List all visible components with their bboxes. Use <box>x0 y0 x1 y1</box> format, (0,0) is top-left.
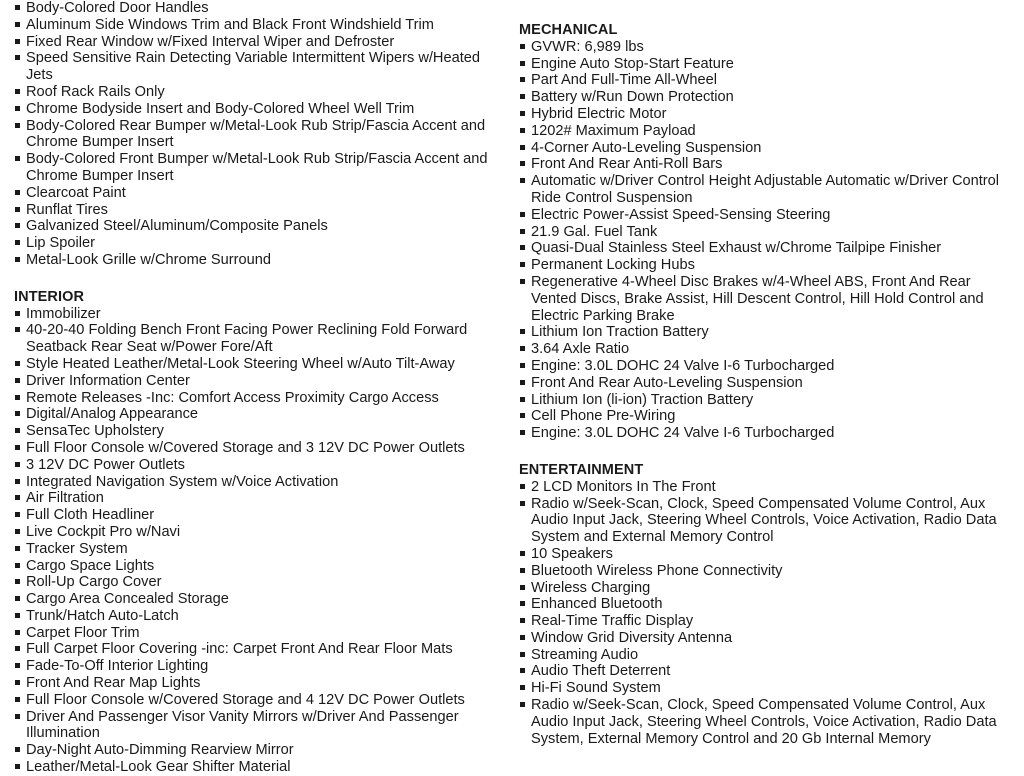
list-item: Engine: 3.0L DOHC 24 Valve I-6 Turbocharged <box>519 358 1014 375</box>
list-item: Part And Full-Time All-Wheel <box>519 72 1014 89</box>
list-item: 2 LCD Monitors In The Front <box>519 479 1014 496</box>
list-item: Battery w/Run Down Protection <box>519 89 1014 106</box>
list-item: Day-Night Auto-Dimming Rearview Mirror <box>14 742 510 759</box>
list-item: Air Filtration <box>14 490 510 507</box>
list-item: Enhanced Bluetooth <box>519 596 1014 613</box>
list-item: Leather/Metal-Look Gear Shifter Material <box>14 759 510 776</box>
list-item: Carpet Floor Trim <box>14 625 510 642</box>
list-item: Radio w/Seek-Scan, Clock, Speed Compensated Volume Control, Aux Audio Input Jack, Steering Wheel Controls, Voice Activation, Radio Data System and External Memory Control <box>519 496 1014 546</box>
list-item: Metal-Look Grille w/Chrome Surround <box>14 252 510 269</box>
list-item: Integrated Navigation System w/Voice Activation <box>14 474 510 491</box>
list-item: Front And Rear Anti-Roll Bars <box>519 156 1014 173</box>
list-item: 10 Speakers <box>519 546 1014 563</box>
list-item: Engine Auto Stop-Start Feature <box>519 56 1014 73</box>
list-item: 21.9 Gal. Fuel Tank <box>519 224 1014 241</box>
section-gap <box>519 0 1014 22</box>
list-item: Cell Phone Pre-Wiring <box>519 408 1014 425</box>
section-gap <box>519 442 1014 462</box>
list-item: Live Cockpit Pro w/Navi <box>14 524 510 541</box>
list-item: Galvanized Steel/Aluminum/Composite Panels <box>14 218 510 235</box>
exterior-list-continued <box>14 0 510 17</box>
list-item: Radio w/Seek-Scan, Clock, Speed Compensated Volume Control, Aux Audio Input Jack, Steering Wheel Controls, Voice Activation, Radio Data System, External Memory Control and 20 Gb Internal Memory <box>519 697 1014 747</box>
interior-list <box>14 306 510 776</box>
list-item: Full Floor Console w/Covered Storage and 3 12V DC Power Outlets <box>14 440 510 457</box>
right-column <box>519 0 1014 747</box>
list-item: Immobilizer <box>14 306 510 323</box>
list-item: Permanent Locking Hubs <box>519 257 1014 274</box>
list-item: 3.64 Axle Ratio <box>519 341 1014 358</box>
list-item: Fixed Rear Window w/Fixed Interval Wiper and Defroster <box>14 34 510 51</box>
list-item: Body-Colored Door Handles <box>14 0 510 17</box>
list-item: Streaming Audio <box>519 647 1014 664</box>
list-item: Engine: 3.0L DOHC 24 Valve I-6 Turbocharged <box>519 425 1014 442</box>
list-item: GVWR: 6,989 lbs <box>519 39 1014 56</box>
list-item: Digital/Analog Appearance <box>14 406 510 423</box>
list-item: 4-Corner Auto-Leveling Suspension <box>519 140 1014 157</box>
list-item: Quasi-Dual Stainless Steel Exhaust w/Chrome Tailpipe Finisher <box>519 240 1014 257</box>
list-item: 40-20-40 Folding Bench Front Facing Power Reclining Fold Forward Seatback Rear Seat w/Power Fore/Aft <box>14 322 510 356</box>
list-item: Style Heated Leather/Metal-Look Steering Wheel w/Auto Tilt-Away <box>14 356 510 373</box>
list-item: Fade-To-Off Interior Lighting <box>14 658 510 675</box>
list-item: Front And Rear Map Lights <box>14 675 510 692</box>
list-item: Real-Time Traffic Display <box>519 613 1014 630</box>
entertainment-list <box>519 479 1014 748</box>
list-item: 3 12V DC Power Outlets <box>14 457 510 474</box>
list-item: Bluetooth Wireless Phone Connectivity <box>519 563 1014 580</box>
mechanical-list <box>519 39 1014 442</box>
list-item: Aluminum Side Windows Trim and Black Front Windshield Trim <box>14 17 510 34</box>
list-item: Audio Theft Deterrent <box>519 663 1014 680</box>
section-gap <box>14 269 510 289</box>
list-item: Clearcoat Paint <box>14 185 510 202</box>
list-item: Body-Colored Front Bumper w/Metal-Look Rub Strip/Fascia Accent and Chrome Bumper Insert <box>14 151 510 185</box>
list-item: Driver Information Center <box>14 373 510 390</box>
list-item: Front And Rear Auto-Leveling Suspension <box>519 375 1014 392</box>
section-title-entertainment: ENTERTAINMENT <box>519 461 644 478</box>
list-item: Tracker System <box>14 541 510 558</box>
list-item: Lithium Ion Traction Battery <box>519 324 1014 341</box>
list-item: Body-Colored Rear Bumper w/Metal-Look Rub Strip/Fascia Accent and Chrome Bumper Insert <box>14 118 510 152</box>
list-item: Regenerative 4-Wheel Disc Brakes w/4-Wheel ABS, Front And Rear Vented Discs, Brake Assist, Hill Descent Control, Hill Hold Control and Electric Parking Brake <box>519 274 1014 324</box>
list-item: Window Grid Diversity Antenna <box>519 630 1014 647</box>
list-item: Runflat Tires <box>14 202 510 219</box>
list-item: Full Floor Console w/Covered Storage and 4 12V DC Power Outlets <box>14 692 510 709</box>
list-item: Chrome Bodyside Insert and Body-Colored Wheel Well Trim <box>14 101 510 118</box>
list-item: Automatic w/Driver Control Height Adjustable Automatic w/Driver Control Ride Control Suspension <box>519 173 1014 207</box>
list-item: Lip Spoiler <box>14 235 510 252</box>
list-item: Electric Power-Assist Speed-Sensing Steering <box>519 207 1014 224</box>
list-item: Full Carpet Floor Covering -inc: Carpet Front And Rear Floor Mats <box>14 641 510 658</box>
list-item: Hybrid Electric Motor <box>519 106 1014 123</box>
list-item: Driver And Passenger Visor Vanity Mirrors w/Driver And Passenger Illumination <box>14 709 510 743</box>
list-item: 1202# Maximum Payload <box>519 123 1014 140</box>
list-item: Full Cloth Headliner <box>14 507 510 524</box>
list-item: Wireless Charging <box>519 580 1014 597</box>
list-item: Hi-Fi Sound System <box>519 680 1014 697</box>
section-title-interior: INTERIOR <box>14 288 85 305</box>
list-item: Roof Rack Rails Only <box>14 84 510 101</box>
left-column <box>14 0 510 776</box>
list-item: Lithium Ion (li-ion) Traction Battery <box>519 392 1014 409</box>
exterior-list <box>14 17 510 269</box>
list-item: Trunk/Hatch Auto-Latch <box>14 608 510 625</box>
list-item: Speed Sensitive Rain Detecting Variable Intermittent Wipers w/Heated Jets <box>14 50 510 84</box>
list-item: Remote Releases -Inc: Comfort Access Proximity Cargo Access <box>14 390 510 407</box>
list-item: Cargo Area Concealed Storage <box>14 591 510 608</box>
list-item: Roll-Up Cargo Cover <box>14 574 510 591</box>
list-item: Cargo Space Lights <box>14 558 510 575</box>
section-title-mechanical: MECHANICAL <box>519 22 618 38</box>
list-item: SensaTec Upholstery <box>14 423 510 440</box>
